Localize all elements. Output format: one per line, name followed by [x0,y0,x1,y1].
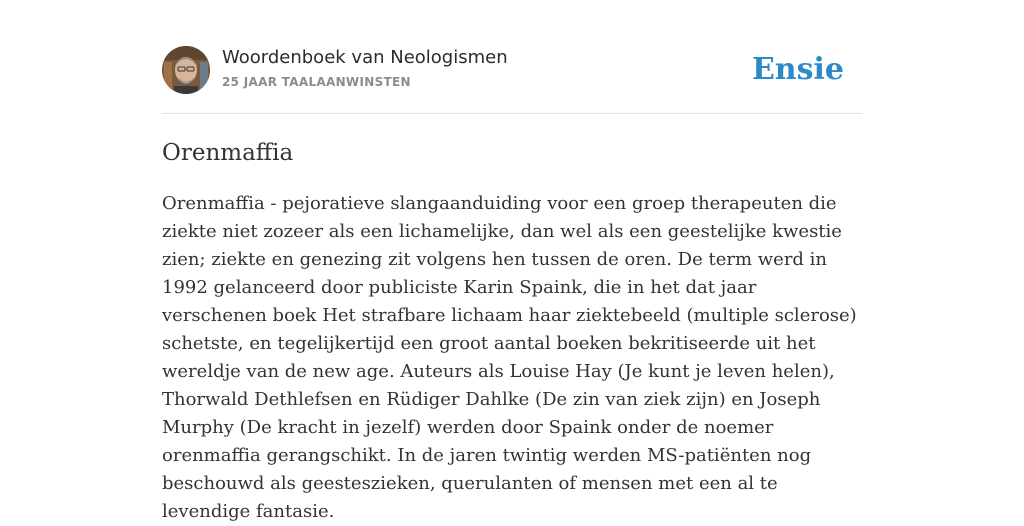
publication-tagline: 25 JAAR TAALAANWINSTEN [222,75,411,89]
article-card [162,0,862,522]
header-divider [162,113,862,114]
article-body: Orenmaffia - pejoratieve slangaanduiding voor een groep therapeuten die ziekte niet zozeer als een lichamelijke, dan wel als een geestelijke kwestie zien; ziekte en genezing zit volgens hen tussen de oren. De term werd in 1992 gelanceerd door publiciste Karin Spaink, die in het dat jaar verschenen boek Het strafbare lichaam haar ziektebeeld (multiple sclerose) schetste, en tegelijkertijd een groot aantal boeken bekritiseerde uit het wereldje van de new age. Auteurs als Louise Hay (Je kunt je leven helen), Thorwald Dethlefsen en Rüdiger Dahlke (De zin van ziek zijn) en Joseph Murphy (De kracht in jezelf) werden door Spaink onder de noemer orenmaffia gerangschikt. In de jaren twintig werden MS-patiënten nog beschouwd als geesteszieken, querulanten of mensen met een al te levendige fantasie. [162,193,857,522]
avatar[interactable] [162,46,210,94]
publication-titles [222,46,508,90]
brand-logo[interactable]: Ensie [751,52,844,87]
article-title: Orenmaffia [162,140,294,166]
publication-name[interactable]: Woordenboek van Neologismen [222,47,508,68]
author-portrait-icon [162,46,210,94]
publication-header [162,46,862,96]
